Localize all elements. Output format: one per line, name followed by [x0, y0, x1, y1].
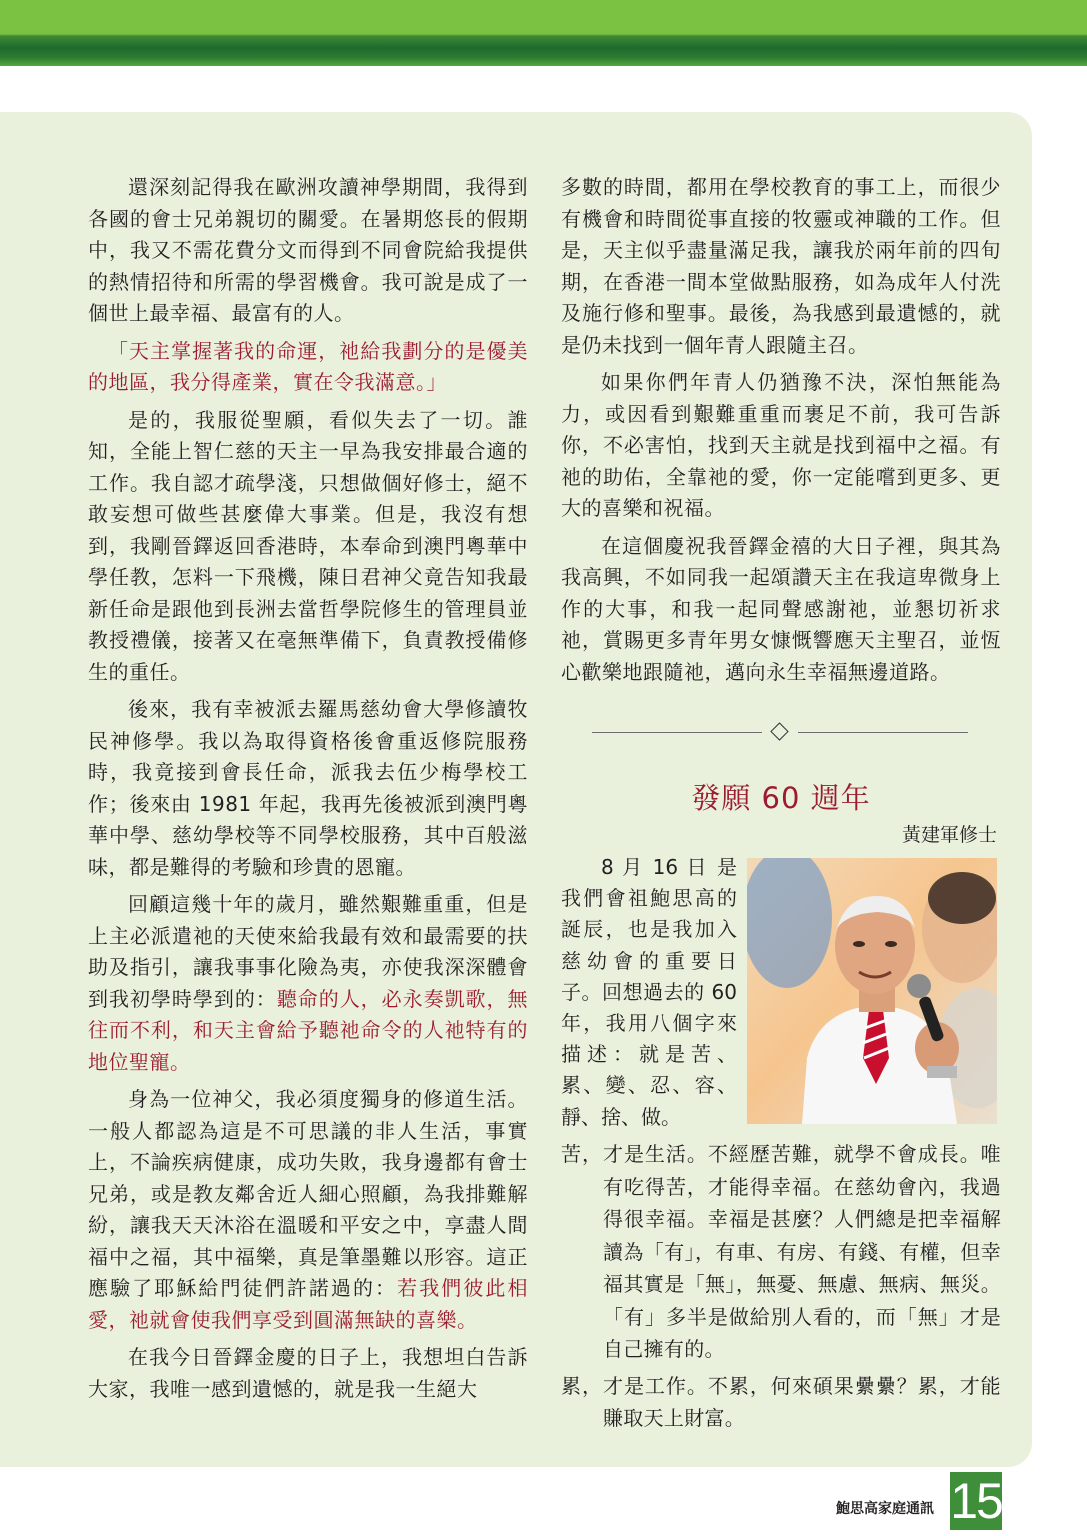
highlighted-text: 若我們彼此相愛，祂就會使我們享受到圓滿無缺的喜樂。: [88, 1276, 529, 1332]
right-text-column: [561, 172, 1001, 694]
right-paragraph: 如果你們年青人仍猶豫不決，深怕無能為力，或因看到艱難重重而裹足不前，我可告訴你，不必害怕，找到天主就是找到福中之福。有祂的助佑，全靠祂的愛，你一定能嚐到更多、更大的喜樂和祝福。: [561, 370, 1001, 520]
top-header-band: [0, 0, 1087, 66]
right-paragraph: 在這個慶祝我晉鐸金禧的大日子裡，與其為我高興，不如同我一起頌讚天主在我這卑微身上作的大事，和我一起同聲感謝祂，並懇切祈求祂，賞賜更多青年男女慷慨響應天主聖召，並恆心歡樂地跟隨祂，邁向永生幸福無邊道路。: [561, 533, 1001, 684]
left-text-column: [88, 172, 528, 1411]
left-paragraph: 還深刻記得我在歐洲攻讀神學期間，我得到各國的會士兄弟親切的關愛。在暑期悠長的假期中，我又不需花費分文而得到不同會院給我提供的熱情招待和所需的學習機會。我可說是成了一個世上最幸福、最富有的人。: [88, 175, 528, 325]
left-paragraph: [88, 1084, 528, 1336]
page-number: 15: [950, 1473, 1002, 1529]
article-item: 累，才是工作。不累，何來碩果纍纍？累，才能賺取天上財富。: [561, 1373, 1001, 1430]
highlighted-text: 聽命的人，必永奏凱歌，無往而不利，和天主會給予聽祂命令的人祂特有的地位聖寵。: [88, 986, 529, 1074]
paragraph-text: 回顧這幾十年的歲月，雖然艱難重重，但是上主必派遣祂的天使來給我最有效和最需要的扶助及指引，讓我事事化險為夷，亦使我深深體會到我初學時學到的：: [88, 892, 528, 1011]
publication-name: 鮑思高家庭通訊: [836, 1501, 934, 1517]
article-intro: 8 月 16 日 是我們會祖鮑思高的誕辰，也是我加入慈幼會的重要日子。回想過去的 60 年，我用八個字來描述：就是苦、累、變、忍、容、靜、捨、做。: [561, 855, 737, 1129]
article-item: 苦，才是生活。不經歷苦難，就學不會成長。唯有吃得苦，才能得幸福。在慈幼會內，我過得很幸福。幸福是甚麼？人們總是把幸福解讀為「有」，有車、有房、有錢、有權，但幸福其實是「無」，無憂、無慮、無病、無災。「有」多半是做給別人看的，而「無」才是自己擁有的。: [561, 1142, 1001, 1361]
paragraph-text: 身為一位神父，我必須度獨身的修道生活。一般人都認為這是不可思議的非人生活，事實上，不論疾病健康，成功失敗，我身邊都有會士兄弟，或是教友鄰舍近人細心照顧，為我排難解紛，讓我天天沐浴在溫暖和平安之中，享盡人間福中之福，其中福樂，真是筆墨難以形容。這正應驗了耶穌給門徒們許諾過的：: [88, 1087, 528, 1300]
section-divider: [592, 724, 968, 742]
left-paragraph: 在我今日晉鐸金慶的日子上，我想坦白告訴大家，我唯一感到遺憾的，就是我一生絕大: [88, 1345, 528, 1401]
article-intro-column: [561, 852, 737, 1133]
article-title: 發願 60 週年: [691, 781, 871, 815]
right-paragraph: 多數的時間，都用在學校教育的事工上，而很少有機會和時間從事直接的牧靈或神職的工作。但是，天主似乎盡量滿足我，讓我於兩年前的四旬期，在香港一間本堂做點服務，如為成年人付洗及施行修和聖事。最後，為我感到最遺憾的，就是仍未找到一個年青人跟隨主召。: [561, 175, 1001, 357]
speaker-photo: [747, 858, 997, 1124]
article-author: 黃建軍修士: [901, 824, 997, 846]
left-quote: 「天主掌握著我的命運，祂給我劃分的是優美的地區，我分得產業，實在令我滿意。」: [88, 338, 528, 394]
article-items: [561, 1138, 1001, 1439]
left-paragraph: [88, 889, 528, 1078]
left-paragraph: 後來，我有幸被派去羅馬慈幼會大學修讀牧民神修學。我以為取得資格後會重返修院服務時，我竟接到會長任命，派我去伍少梅學校工作；後來由 1981 年起，我再先後被派到澳門粵華中學、慈幼學校等不同學校服務，其中百般滋味，都是難得的考驗和珍貴的恩寵。: [88, 697, 528, 879]
left-paragraph: 是的，我服從聖願，看似失去了一切。誰知，全能上智仁慈的天主一早為我安排最合適的工作。我自認才疏學淺，只想做個好修士，絕不敢妄想可做些甚麼偉大事業。但是，我沒有想到，我剛晉鐸返回香港時，本奉命到澳門粵華中學任教，怎料一下飛機，陳日君神父竟告知我最新任命是跟他到長洲去當哲學院修生的管理員並教授禮儀，接著又在毫無準備下，負責教授備修生的重任。: [88, 407, 528, 684]
diamond-icon: [770, 722, 788, 740]
